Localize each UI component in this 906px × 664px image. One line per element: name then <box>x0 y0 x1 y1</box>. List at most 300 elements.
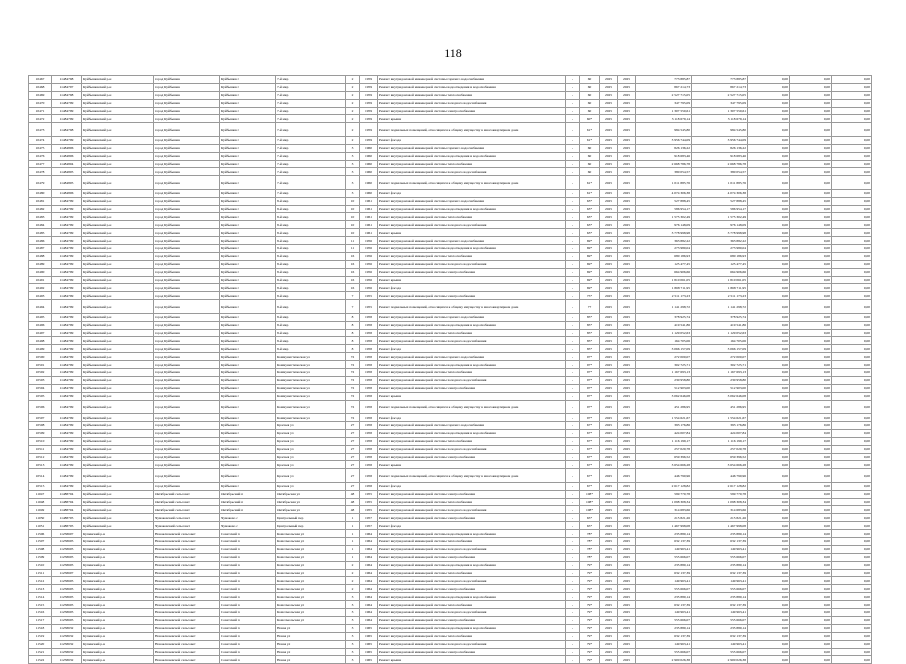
start-year-cell: 2025 <box>600 123 618 137</box>
dash-cell: - <box>566 421 580 429</box>
settlement-cell: Куйбышев г <box>220 152 276 160</box>
district-cell: Куйбышевский р-н <box>82 152 154 160</box>
settlement-cell: Куйбышев г <box>220 313 276 321</box>
settlement-cell: Советский п <box>220 609 276 617</box>
house-id-cell: 11258632 <box>52 656 82 664</box>
budget-cell-3: 0,00 <box>832 292 872 300</box>
district-cell: Куйбышевский р-н <box>82 345 154 353</box>
budget-cell-3: 0,00 <box>832 213 872 221</box>
budget-cell-1: 0,00 <box>748 83 790 91</box>
table-row <box>29 329 872 337</box>
table-row <box>29 237 872 245</box>
fund-cost-cell: 1 129 052,63 <box>692 329 748 337</box>
work-type-cell: Ремонт подвальных помещений, относящихся к общему имуществу в многоквартирном доме <box>378 300 566 314</box>
build-year-cell: 1958 <box>360 384 378 392</box>
municipality-cell: город Куйбышев <box>154 384 220 392</box>
build-year-cell: 1955 <box>360 300 378 314</box>
budget-cell-2: 0,00 <box>790 245 832 253</box>
work-type-cell: Ремонт внутридомовой инженерной системы водоотведения и водоснабжения <box>378 83 566 91</box>
end-year-cell: 2025 <box>618 115 636 123</box>
total-cost-cell: 125 477,45 <box>636 260 692 268</box>
district-cell: Куйбышевский р-н <box>82 361 154 369</box>
settlement-cell: Советский п <box>220 585 276 593</box>
wear-cell: 79* <box>580 561 600 569</box>
street-cell: Коммунистическая ул <box>276 400 346 414</box>
district-cell: Куйбышевский р-н <box>82 213 154 221</box>
build-year-cell: 1964 <box>360 561 378 569</box>
budget-cell-1: 0,00 <box>748 284 790 292</box>
table-row <box>29 506 872 514</box>
wear-cell: 69* <box>580 245 600 253</box>
start-year-cell: 2025 <box>600 213 618 221</box>
total-cost-cell: 235 880,14 <box>636 593 692 601</box>
fund-cost-cell: 1 810 061,05 <box>692 276 748 284</box>
row-number-cell: 10498 <box>29 337 52 345</box>
start-year-cell: 2025 <box>600 321 618 329</box>
settlement-cell: Куйбышев г <box>220 337 276 345</box>
end-year-cell: 2025 <box>618 656 636 664</box>
municipality-cell: город Куйбышев <box>154 268 220 276</box>
wear-cell: 85* <box>580 345 600 353</box>
settlement-cell: Куйбышев г <box>220 229 276 237</box>
total-cost-cell: 1 575 302,49 <box>636 213 692 221</box>
municipality-cell: город Куйбышев <box>154 123 220 137</box>
row-number-cell: 10487 <box>29 245 52 253</box>
end-year-cell: 2025 <box>618 83 636 91</box>
build-year-cell: 1965 <box>360 648 378 656</box>
total-cost-cell: 1 011 885,76 <box>636 176 692 190</box>
wear-cell: 60 <box>580 91 600 99</box>
house-number-cell: 3 <box>346 168 360 176</box>
house-number-cell: 10 <box>346 205 360 213</box>
dash-cell: - <box>566 616 580 624</box>
budget-cell-2: 0,00 <box>790 144 832 152</box>
house-id-cell: 11258607 <box>52 530 82 538</box>
house-id-cell: 11258605 <box>52 553 82 561</box>
table-row <box>29 490 872 498</box>
end-year-cell: 2025 <box>618 284 636 292</box>
house-id-cell: 11484798 <box>52 91 82 99</box>
budget-cell-2: 0,00 <box>790 353 832 361</box>
budget-cell-3: 0,00 <box>832 197 872 205</box>
start-year-cell: 2025 <box>600 176 618 190</box>
budget-cell-3: 0,00 <box>832 498 872 506</box>
table-row <box>29 260 872 268</box>
house-number-cell: 27 <box>346 421 360 429</box>
work-type-cell: Ремонт внутридомовой инженерной системы теплоснабжения <box>378 601 566 609</box>
dash-cell: - <box>566 276 580 284</box>
budget-cell-2: 0,00 <box>790 601 832 609</box>
municipality-cell: город Куйбышев <box>154 197 220 205</box>
budget-cell-1: 0,00 <box>748 632 790 640</box>
district-cell: Куйбышевский р-н <box>82 284 154 292</box>
house-id-cell: 11258605 <box>52 616 82 624</box>
house-id-cell: 11484806 <box>52 152 82 160</box>
district-cell: Куйбышевский р-н <box>82 144 154 152</box>
settlement-cell: Куйбышев г <box>220 461 276 469</box>
budget-cell-3: 0,00 <box>832 168 872 176</box>
row-number-cell: 10497 <box>29 329 52 337</box>
house-number-cell: 72 <box>346 392 360 400</box>
house-id-cell: 11484798 <box>52 76 82 84</box>
house-number-cell: 1 <box>346 514 360 522</box>
budget-cell-1: 0,00 <box>748 221 790 229</box>
dash-cell: - <box>566 498 580 506</box>
municipality-cell: город Куйбышев <box>154 345 220 353</box>
house-number-cell: 16 <box>346 284 360 292</box>
district-cell: Куйбышевский р-н <box>82 300 154 314</box>
house-id-cell: 11258605 <box>52 538 82 546</box>
start-year-cell: 2025 <box>600 469 618 483</box>
fund-cost-cell: 867 214,73 <box>692 83 748 91</box>
budget-cell-3: 0,00 <box>832 369 872 377</box>
street-cell: Краснея ул <box>276 437 346 445</box>
total-cost-cell: 555 666,07 <box>636 616 692 624</box>
house-number-cell: 2 <box>346 76 360 84</box>
budget-cell-2: 0,00 <box>790 123 832 137</box>
budget-cell-2: 0,00 <box>790 640 832 648</box>
fund-cost-cell: 664 906,66 <box>692 268 748 276</box>
budget-cell-3: 0,00 <box>832 445 872 453</box>
work-type-cell: Ремонт внутридомовой инженерной системы холодного водоснабжения <box>378 545 566 553</box>
settlement-cell: Куйбышев г <box>220 453 276 461</box>
work-type-cell: Ремонт подвальных помещений, относящихся к общему имуществу в многоквартирном доме <box>378 123 566 137</box>
work-type-cell: Ремонт внутридомовой инженерной системы водоотведения и водоснабжения <box>378 593 566 601</box>
table-row <box>29 292 872 300</box>
fund-cost-cell: 1 116 199,17 <box>692 437 748 445</box>
work-type-cell: Ремонт внутридомовой инженерной системы холодного водоснабжения <box>378 445 566 453</box>
district-cell: Купинский р-н <box>82 577 154 585</box>
row-number-cell: 10470 <box>29 99 52 107</box>
build-year-cell: 1958 <box>360 345 378 353</box>
municipality-cell: город Куйбышев <box>154 91 220 99</box>
municipality-cell: Новоключевской сельсовет <box>154 530 220 538</box>
municipality-cell: Чумаковский сельсовет <box>154 514 220 522</box>
total-cost-cell: 378 925,74 <box>636 313 692 321</box>
fund-cost-cell: 632 137,39 <box>692 569 748 577</box>
row-number-cell: 10473 <box>29 123 52 137</box>
street-cell: Новая ул <box>276 656 346 664</box>
street-cell: Краснея ул <box>276 461 346 469</box>
district-cell: Куйбышевский р-н <box>82 400 154 414</box>
dash-cell: - <box>566 229 580 237</box>
row-number-cell: 11522 <box>29 656 52 664</box>
settlement-cell: Куйбышев г <box>220 107 276 115</box>
build-year-cell: 1958 <box>360 392 378 400</box>
table-row <box>29 545 872 553</box>
municipality-cell: Новоключевской сельсовет <box>154 553 220 561</box>
street-cell: Комсомольская ул <box>276 577 346 585</box>
end-year-cell: 2025 <box>618 445 636 453</box>
street-cell: 8-й мкр <box>276 345 346 353</box>
start-year-cell: 2025 <box>600 136 618 144</box>
work-type-cell: Ремонт внутридомовой инженерной системы теплоснабжения <box>378 91 566 99</box>
district-cell: Куйбышевский р-н <box>82 252 154 260</box>
street-cell: Новая ул <box>276 624 346 632</box>
budget-cell-3: 0,00 <box>832 461 872 469</box>
row-number-cell: 10511 <box>29 445 52 453</box>
settlement-cell: Куйбышев г <box>220 400 276 414</box>
budget-cell-2: 0,00 <box>790 538 832 546</box>
fund-cost-cell: 230 958,80 <box>692 376 748 384</box>
fund-cost-cell: 555 666,07 <box>692 585 748 593</box>
fund-cost-cell: 2 527 715,05 <box>692 91 748 99</box>
budget-cell-1: 0,00 <box>748 453 790 461</box>
settlement-cell: Куйбышев г <box>220 123 276 137</box>
house-number-cell: 8 <box>346 313 360 321</box>
house-number-cell: 27 <box>346 429 360 437</box>
end-year-cell: 2025 <box>618 429 636 437</box>
district-cell: Куйбышевский р-н <box>82 107 154 115</box>
municipality-cell: город Куйбышев <box>154 469 220 483</box>
build-year-cell: 1958 <box>360 482 378 490</box>
end-year-cell: 2025 <box>618 189 636 197</box>
budget-cell-3: 0,00 <box>832 553 872 561</box>
table-row <box>29 221 872 229</box>
dash-cell: - <box>566 437 580 445</box>
start-year-cell: 2025 <box>600 115 618 123</box>
work-type-cell: Ремонт внутридомовой инженерной системы электроснабжения <box>378 616 566 624</box>
budget-cell-3: 0,00 <box>832 648 872 656</box>
row-number-cell: 10475 <box>29 144 52 152</box>
budget-cell-1: 0,00 <box>748 268 790 276</box>
fund-cost-cell: 1 868 711,95 <box>692 284 748 292</box>
budget-cell-3: 0,00 <box>832 107 872 115</box>
fund-cost-cell: 527 888,45 <box>692 197 748 205</box>
build-year-cell: 1958 <box>360 414 378 422</box>
table-row <box>29 321 872 329</box>
total-cost-cell: 272 000,07 <box>636 353 692 361</box>
house-number-cell: 3 <box>346 189 360 197</box>
dash-cell: - <box>566 197 580 205</box>
budget-cell-3: 0,00 <box>832 268 872 276</box>
table-row <box>29 445 872 453</box>
end-year-cell: 2025 <box>618 252 636 260</box>
total-cost-cell: 2 511 173,23 <box>636 292 692 300</box>
start-year-cell: 2025 <box>600 252 618 260</box>
budget-cell-1: 0,00 <box>748 321 790 329</box>
street-cell: 7-й мкр <box>276 91 346 99</box>
budget-cell-2: 0,00 <box>790 337 832 345</box>
house-id-cell: 11488704 <box>52 490 82 498</box>
budget-cell-1: 0,00 <box>748 437 790 445</box>
settlement-cell: Куйбышев г <box>220 189 276 197</box>
settlement-cell: Куйбышев г <box>220 168 276 176</box>
fund-cost-cell: 347 795,09 <box>692 99 748 107</box>
total-cost-cell: 273 980,04 <box>636 245 692 253</box>
end-year-cell: 2025 <box>618 361 636 369</box>
start-year-cell: 2025 <box>600 561 618 569</box>
municipality-cell: Новоключевской сельсовет <box>154 640 220 648</box>
house-id-cell: 11484799 <box>52 205 82 213</box>
total-cost-cell: 632 137,39 <box>636 569 692 577</box>
budget-cell-3: 0,00 <box>832 593 872 601</box>
build-year-cell: 1959 <box>360 123 378 137</box>
municipality-cell: Новоключевской сельсовет <box>154 632 220 640</box>
street-cell: 7-й мкр <box>276 160 346 168</box>
start-year-cell: 2025 <box>600 91 618 99</box>
table-row <box>29 640 872 648</box>
municipality-cell: Новоключевской сельсовет <box>154 616 220 624</box>
work-type-cell: Ремонт крыши <box>378 656 566 664</box>
row-number-cell: 11519 <box>29 632 52 640</box>
house-number-cell: 3 <box>346 144 360 152</box>
budget-cell-3: 0,00 <box>832 640 872 648</box>
build-year-cell: 1958 <box>360 453 378 461</box>
district-cell: Куйбышевский р-н <box>82 189 154 197</box>
house-id-cell: 11484799 <box>52 445 82 453</box>
dash-cell: - <box>566 561 580 569</box>
work-type-cell: Ремонт крыши <box>378 461 566 469</box>
budget-cell-3: 0,00 <box>832 530 872 538</box>
house-id-cell: 11484799 <box>52 245 82 253</box>
table-row <box>29 376 872 384</box>
house-number-cell: 72 <box>346 376 360 384</box>
budget-cell-1: 0,00 <box>748 245 790 253</box>
wear-cell: 69* <box>580 252 600 260</box>
build-year-cell: 1956 <box>360 284 378 292</box>
settlement-cell: Куйбышев г <box>220 414 276 422</box>
end-year-cell: 2025 <box>618 585 636 593</box>
budget-cell-1: 0,00 <box>748 144 790 152</box>
start-year-cell: 2025 <box>600 445 618 453</box>
start-year-cell: 2025 <box>600 245 618 253</box>
start-year-cell: 2025 <box>600 569 618 577</box>
district-cell: Куйбышевский р-н <box>82 136 154 144</box>
budget-cell-3: 0,00 <box>832 506 872 514</box>
fund-cost-cell: 378 925,74 <box>692 313 748 321</box>
municipality-cell: город Куйбышев <box>154 437 220 445</box>
fund-cost-cell: 3 062 646,08 <box>692 392 748 400</box>
house-id-cell: 11488705 <box>52 522 82 530</box>
fund-cost-cell: 419 541,86 <box>692 321 748 329</box>
dash-cell: - <box>566 569 580 577</box>
fund-cost-cell: 302 725,71 <box>692 361 748 369</box>
dash-cell: - <box>566 514 580 522</box>
wear-cell: 78* <box>580 530 600 538</box>
work-type-cell: Ремонт крыши <box>378 115 566 123</box>
street-cell: 8-й мкр <box>276 213 346 221</box>
house-number-cell: 48 <box>346 490 360 498</box>
dash-cell: - <box>566 414 580 422</box>
total-cost-cell: 451 286,95 <box>636 400 692 414</box>
district-cell: Куйбышевский р-н <box>82 490 154 498</box>
settlement-cell: Куйбышев г <box>220 260 276 268</box>
end-year-cell: 2025 <box>618 136 636 144</box>
budget-cell-2: 0,00 <box>790 229 832 237</box>
house-id-cell: 11484799 <box>52 421 82 429</box>
total-cost-cell: 1 307 550,61 <box>636 107 692 115</box>
build-year-cell: 1961 <box>360 221 378 229</box>
end-year-cell: 2025 <box>618 237 636 245</box>
dash-cell: - <box>566 245 580 253</box>
table-row <box>29 632 872 640</box>
settlement-cell: Куйбышев г <box>220 197 276 205</box>
budget-cell-1: 0,00 <box>748 115 790 123</box>
wear-cell: 67* <box>580 421 600 429</box>
total-cost-cell: 632 137,39 <box>636 538 692 546</box>
budget-cell-3: 0,00 <box>832 313 872 321</box>
municipality-cell: город Куйбышев <box>154 189 220 197</box>
build-year-cell: 1955 <box>360 506 378 514</box>
house-id-cell: 11484799 <box>52 469 82 483</box>
table-row <box>29 522 872 530</box>
fund-cost-cell: 4 074 306,38 <box>692 189 748 197</box>
budget-cell-2: 0,00 <box>790 545 832 553</box>
table-row <box>29 421 872 429</box>
budget-cell-2: 0,00 <box>790 252 832 260</box>
house-id-cell: 11484799 <box>52 107 82 115</box>
table-row <box>29 461 872 469</box>
budget-cell-2: 0,00 <box>790 514 832 522</box>
municipality-cell: город Куйбышев <box>154 284 220 292</box>
budget-cell-3: 0,00 <box>832 329 872 337</box>
district-cell: Куйбышевский р-н <box>82 437 154 445</box>
fund-cost-cell: 632 137,39 <box>692 632 748 640</box>
start-year-cell: 2025 <box>600 616 618 624</box>
house-id-cell: 11484799 <box>52 345 82 353</box>
budget-cell-1: 0,00 <box>748 656 790 664</box>
budget-cell-2: 0,00 <box>790 469 832 483</box>
wear-cell: 61* <box>580 136 600 144</box>
row-number-cell: 10512 <box>29 453 52 461</box>
work-type-cell: Ремонт внутридомовой инженерной системы водоотведения и водоснабжения <box>378 561 566 569</box>
fund-cost-cell: 3 956 744,09 <box>692 136 748 144</box>
district-cell: Купинский р-н <box>82 530 154 538</box>
municipality-cell: город Куйбышев <box>154 115 220 123</box>
budget-cell-2: 0,00 <box>790 414 832 422</box>
work-type-cell: Ремонт внутридомовой инженерной системы электроснабжения <box>378 648 566 656</box>
house-number-cell: 1 <box>346 530 360 538</box>
build-year-cell: 1955 <box>360 498 378 506</box>
table-row <box>29 276 872 284</box>
house-id-cell: 11484799 <box>52 353 82 361</box>
total-cost-cell: 164 705,06 <box>636 337 692 345</box>
work-type-cell: Ремонт внутридомовой инженерной системы горячего водоснабжения <box>378 76 566 84</box>
fund-cost-cell: 257 020,78 <box>692 445 748 453</box>
budget-cell-1: 0,00 <box>748 329 790 337</box>
table-row <box>29 252 872 260</box>
row-number-cell: 11517 <box>29 616 52 624</box>
settlement-cell: Советский п <box>220 530 276 538</box>
work-type-cell: Ремонт крыши <box>378 276 566 284</box>
house-number-cell: 3 <box>346 152 360 160</box>
end-year-cell: 2025 <box>618 498 636 506</box>
end-year-cell: 2025 <box>618 123 636 137</box>
table-row <box>29 160 872 168</box>
house-id-cell: 11484799 <box>52 429 82 437</box>
municipality-cell: город Куйбышев <box>154 221 220 229</box>
total-cost-cell: 1 467 998,08 <box>636 522 692 530</box>
wear-cell: 79* <box>580 601 600 609</box>
build-year-cell: 1956 <box>360 237 378 245</box>
house-number-cell: 3 <box>346 593 360 601</box>
wear-cell: 60* <box>580 115 600 123</box>
end-year-cell: 2025 <box>618 632 636 640</box>
house-number-cell: 16 <box>346 268 360 276</box>
dash-cell: - <box>566 530 580 538</box>
budget-cell-3: 0,00 <box>832 469 872 483</box>
settlement-cell: Куйбышев г <box>220 83 276 91</box>
total-cost-cell: 2 668 786,78 <box>636 160 692 168</box>
dash-cell: - <box>566 593 580 601</box>
wear-cell: 67* <box>580 461 600 469</box>
settlement-cell: Октябрьский п <box>220 506 276 514</box>
row-number-cell: 10485 <box>29 229 52 237</box>
dash-cell: - <box>566 221 580 229</box>
build-year-cell: 1960 <box>360 144 378 152</box>
wear-cell: 97* <box>580 361 600 369</box>
